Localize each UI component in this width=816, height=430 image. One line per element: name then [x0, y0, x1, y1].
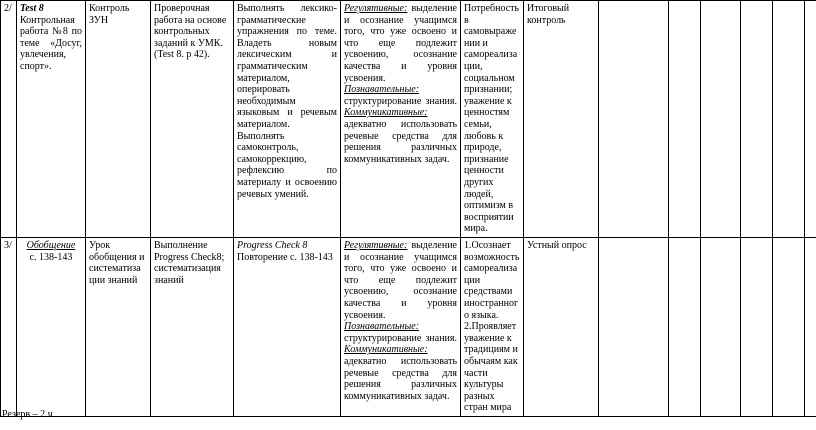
empty-cell — [741, 238, 773, 417]
lesson-topic-text: с. 138-143 — [29, 251, 73, 263]
uud-communicative-text: адекватно использовать речевые средства для решения различных коммуникативных задач. — [344, 118, 457, 165]
empty-cell — [599, 238, 669, 417]
uud-cell — [341, 238, 461, 417]
table-row — [1, 238, 816, 417]
control-form: Итоговый контроль — [524, 1, 599, 238]
personal-results: 1.Осознает возможность самореализа ции средствами иностранног о языка. 2.Проявляет уважение к традициям и обычаям как части культуры разных стран мира — [461, 238, 524, 417]
lesson-activity: Выполнение Progress Check8; систематизация знаний — [151, 238, 234, 417]
lesson-topic-title: Обобщение — [26, 240, 76, 251]
empty-cell — [741, 1, 773, 238]
empty-cell — [669, 238, 701, 417]
empty-cell — [701, 1, 741, 238]
uud-cognitive-label: Познавательные: — [344, 84, 420, 96]
empty-cell — [805, 1, 816, 238]
uud-communicative-label: Коммуникативные: — [344, 107, 428, 119]
uud-regulative-text: выделение и осознание учащимся того, что уже освоено и что еще подлежит усвоению, осознание качества и уровня усвоения. — [344, 3, 457, 84]
uud-cognitive-label: Познавательные: — [344, 321, 420, 333]
lesson-tasks: Повторение с. 138-143 — [237, 251, 333, 263]
lesson-topic-cell — [17, 1, 86, 238]
lesson-number: 3/ — [1, 238, 17, 417]
empty-cell — [773, 1, 805, 238]
reserve-note: Резерв – 2 ч — [2, 409, 53, 420]
lesson-topic-cell — [17, 238, 86, 417]
lesson-topic-title: Test 8 — [20, 3, 44, 14]
lesson-tasks: Выполнять лексико-грамматические упражнения по теме. Владеть новым лексическим и грамматическим материалом, оперировать необходимым языковым и речевым материалом. Выполнять самоконтроль, самокоррекцию, рефлексию по материалу и освоению речевых умений. — [234, 1, 341, 238]
uud-regulative-text: выделение и осознание учащимся того, что уже освоено и что еще подлежит усвоению, осознание качества и уровня усвоения. — [344, 240, 457, 321]
control-form: Устный опрос — [524, 238, 599, 417]
uud-regulative-label: Регулятивные: — [344, 3, 408, 14]
uud-regulative-label: Регулятивные: — [344, 240, 408, 251]
empty-cell — [805, 238, 816, 417]
uud-communicative-text: адекватно использовать речевые средства для решения различных коммуникативных задач. — [344, 355, 457, 402]
empty-cell — [701, 238, 741, 417]
uud-communicative-label: Коммуникативные: — [344, 344, 428, 356]
personal-results: Потребность в самовыраже нии и самореализа ции, социальном признании; уважение к ценностям семьи, любовь к природе, признание ценности других людей, оптимизм в восприятии мира. — [461, 1, 524, 238]
lesson-number: 2/ — [1, 1, 17, 238]
lesson-topic-text: Контрольная работа №8 по теме «Досуг, увлечения, спорт». — [20, 14, 82, 72]
table-row — [1, 1, 816, 238]
lesson-type: Урок обобщения и систематиза ции знаний — [86, 238, 151, 417]
empty-cell — [599, 1, 669, 238]
lesson-tasks-cell — [234, 238, 341, 417]
lesson-activity: Проверочная работа на основе контрольных заданий к УМК.(Test 8. р 42). — [151, 1, 234, 238]
empty-cell — [773, 238, 805, 417]
uud-cognitive-text: структурирование знания. — [344, 332, 457, 344]
uud-cell — [341, 1, 461, 238]
uud-cognitive-text: структурирование знания. — [344, 95, 457, 107]
lesson-type: Контроль ЗУН — [86, 1, 151, 238]
lesson-tasks-title: Progress Check 8 — [237, 240, 308, 251]
empty-cell — [669, 1, 701, 238]
